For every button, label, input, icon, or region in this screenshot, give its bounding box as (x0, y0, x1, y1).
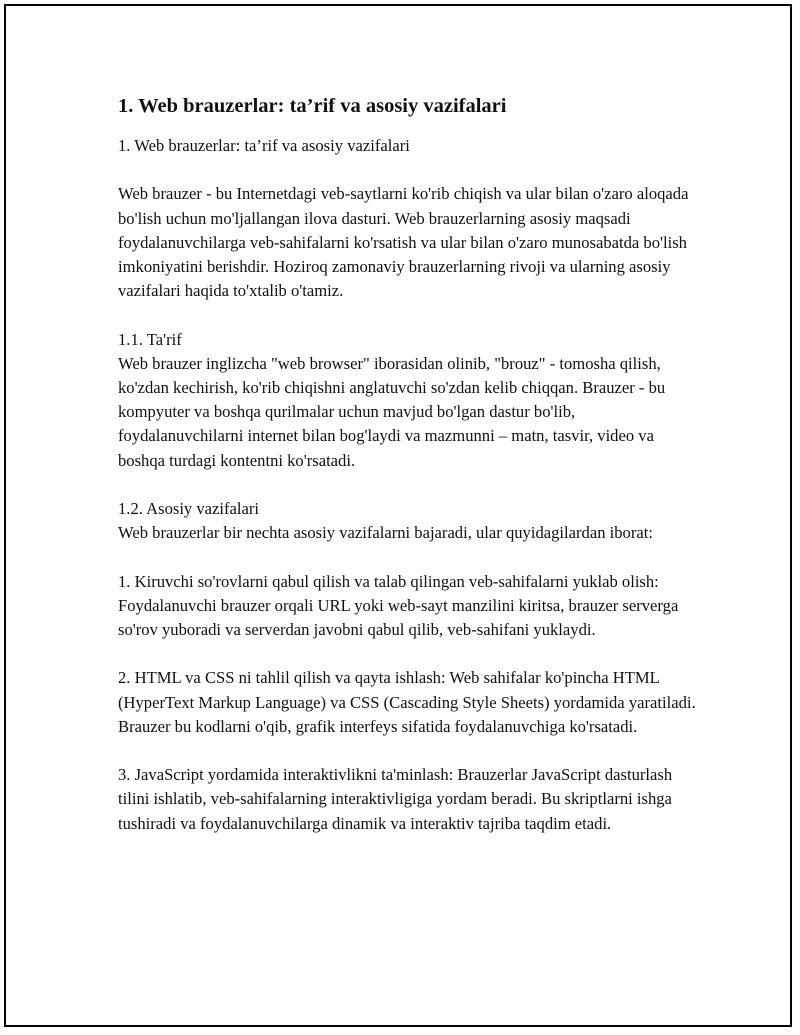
list-item-1: 1. Kiruvchi so'rovlarni qabul qilish va talab qilingan veb-sahifalarni yuklab olish: Foydalanuvchi brauzer orqali URL yoki web-sayt manzilini kiritsa, brauzer serverga so'rov yuboradi va serverdan javobni qabul qilib, veb-sahifani yuklaydi. (118, 571, 679, 639)
section-body-definition: Web brauzer inglizcha "web browser" iborasidan olinib, "brouz" - tomosha qilish, ko'zdan kechirish, ko'rib chiqishni anglatuvchi so'zdan kelib chiqqan. Brauzer - bu kompyuter va boshqa qurilmalar uchun mavjud bo'lgan dastur bo'lib, foydalanuvchilarni internet bilan bog'laydi va mazmunni – matn, tasvir, video va boshqa turdagi kontentni ko'rsatadi. (118, 353, 666, 470)
document-body (118, 92, 698, 836)
paragraph-gap (118, 545, 698, 569)
paragraph-gap (118, 473, 698, 497)
intro-paragraph: Web brauzer - bu Internetdagi veb-saytlarni ko'rib chiqish va ular bilan o'zaro aloqada bo'lish uchun mo'ljallangan ilova dasturi. Web brauzerlarning asosiy maqsadi foydalanuvchilarga veb-sahifalarni ko'rsatish va ular bilan o'zaro munosabatda bo'lish imkoniyatini berishdir. Hoziroq zamonaviy brauzerlarning rivoji va ularning asosiy vazifalari haqida to'xtalib o'tamiz. (118, 184, 689, 301)
list-item-3: 3. JavaScript yordamida interaktivlikni ta'minlash: Brauzerlar JavaScript dasturlash tilini ishlatib, veb-sahifalarning interaktivligiga yordam beradi. Bu skriptlarni ishga tushiradi va foydalanuvchilarga dinamik va interaktiv tajriba taqdim etadi. (118, 765, 673, 833)
paragraph-gap (118, 642, 698, 666)
section-heading-functions: 1.2. Asosiy vazifalari (118, 499, 260, 518)
paragraph-gap (118, 303, 698, 327)
document-title: 1. Web brauzerlar: ta’rif va asosiy vazifalari (118, 95, 507, 117)
paragraph-gap (118, 158, 698, 182)
list-item-2: 2. HTML va CSS ni tahlil qilish va qayta ishlash: Web sahifalar ko'pincha HTML (HyperText Markup Language) va CSS (Cascading Style Sheets) yordamida yaratiladi. Brauzer bu kodlarni o'qib, grafik interfeys sifatida foydalanuvchiga ko'rsatadi. (118, 668, 696, 736)
paragraph-gap (118, 739, 698, 763)
section-body-functions: Web brauzerlar bir nechta asosiy vazifalarni bajaradi, ular quyidagilardan iborat: (118, 523, 653, 543)
document-subtitle: 1. Web brauzerlar: ta’rif va asosiy vazifalari (118, 136, 410, 155)
section-heading-definition: 1.1. Ta'rif (118, 329, 182, 349)
